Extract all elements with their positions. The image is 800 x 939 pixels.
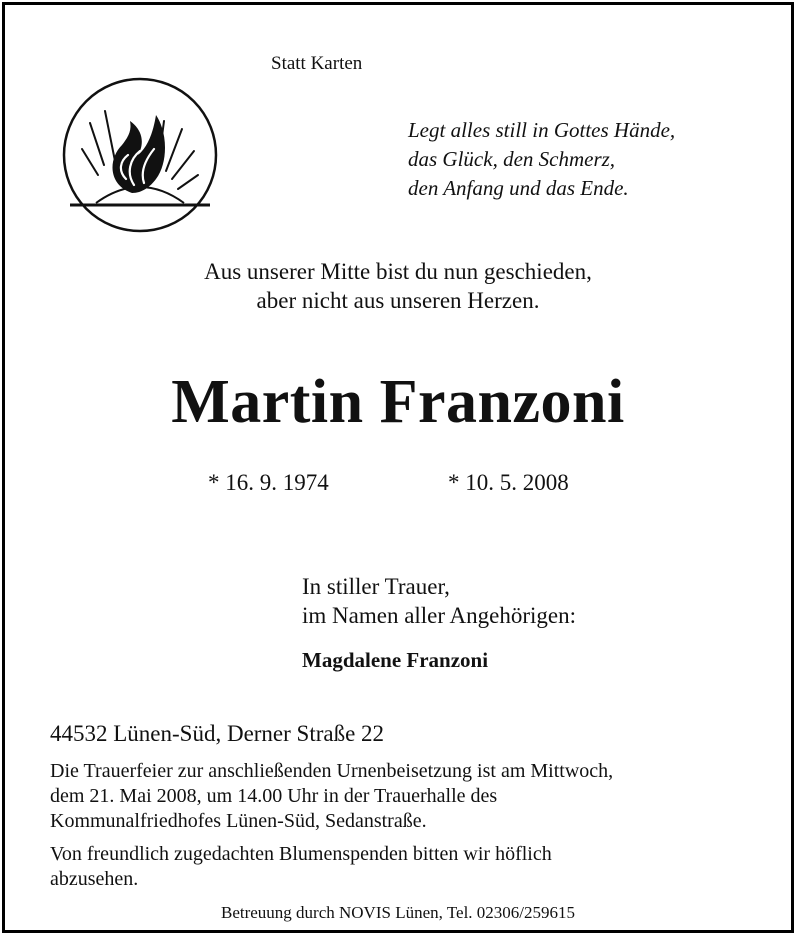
- verse-line: Legt alles still in Gottes Hände,: [408, 118, 676, 142]
- motto-line: aber nicht aus unseren Herzen.: [256, 288, 540, 313]
- footer: Betreuung durch NOVIS Lünen, Tel. 02306/259615: [220, 903, 576, 922]
- funeral-notice-line: Die Trauerfeier zur anschließenden Urnenbeisetzung ist am Mittwoch,: [50, 760, 614, 782]
- funeral-notice: [50, 759, 770, 834]
- funeral-notice-line: Kommunalfriedhofes Lünen-Süd, Sedanstraße.: [50, 810, 427, 832]
- birth-date: * 16. 9. 1974: [208, 470, 329, 495]
- header-note: Statt Karten: [271, 53, 363, 74]
- death-date: * 10. 5. 2008: [448, 470, 569, 495]
- verse-line: das Glück, den Schmerz,: [408, 147, 616, 171]
- deceased-name: Martin Franzoni: [171, 368, 625, 436]
- mourning-text: [302, 572, 576, 630]
- funeral-notice-line: dem 21. Mai 2008, um 14.00 Uhr in der Trauerhalle des: [50, 785, 498, 807]
- mourner-name: Magdalene Franzoni: [302, 648, 489, 672]
- mourning-line: In stiller Trauer,: [302, 574, 450, 599]
- motto-line: Aus unserer Mitte bist du nun geschieden,: [204, 259, 592, 284]
- mourning-line: im Namen aller Angehörigen:: [302, 603, 577, 628]
- flowers-notice: [50, 842, 770, 892]
- verse-line: den Anfang und das Ende.: [408, 176, 629, 200]
- flame-sun-emblem-icon: [60, 75, 220, 235]
- flowers-notice-line: Von freundlich zugedachten Blumenspenden bitten wir höflich: [50, 843, 552, 865]
- address: 44532 Lünen-Süd, Derner Straße 22: [50, 721, 385, 746]
- verse: [408, 116, 675, 203]
- motto: [5, 257, 791, 315]
- obituary-card: [2, 2, 794, 933]
- flowers-notice-line: abzusehen.: [50, 868, 139, 890]
